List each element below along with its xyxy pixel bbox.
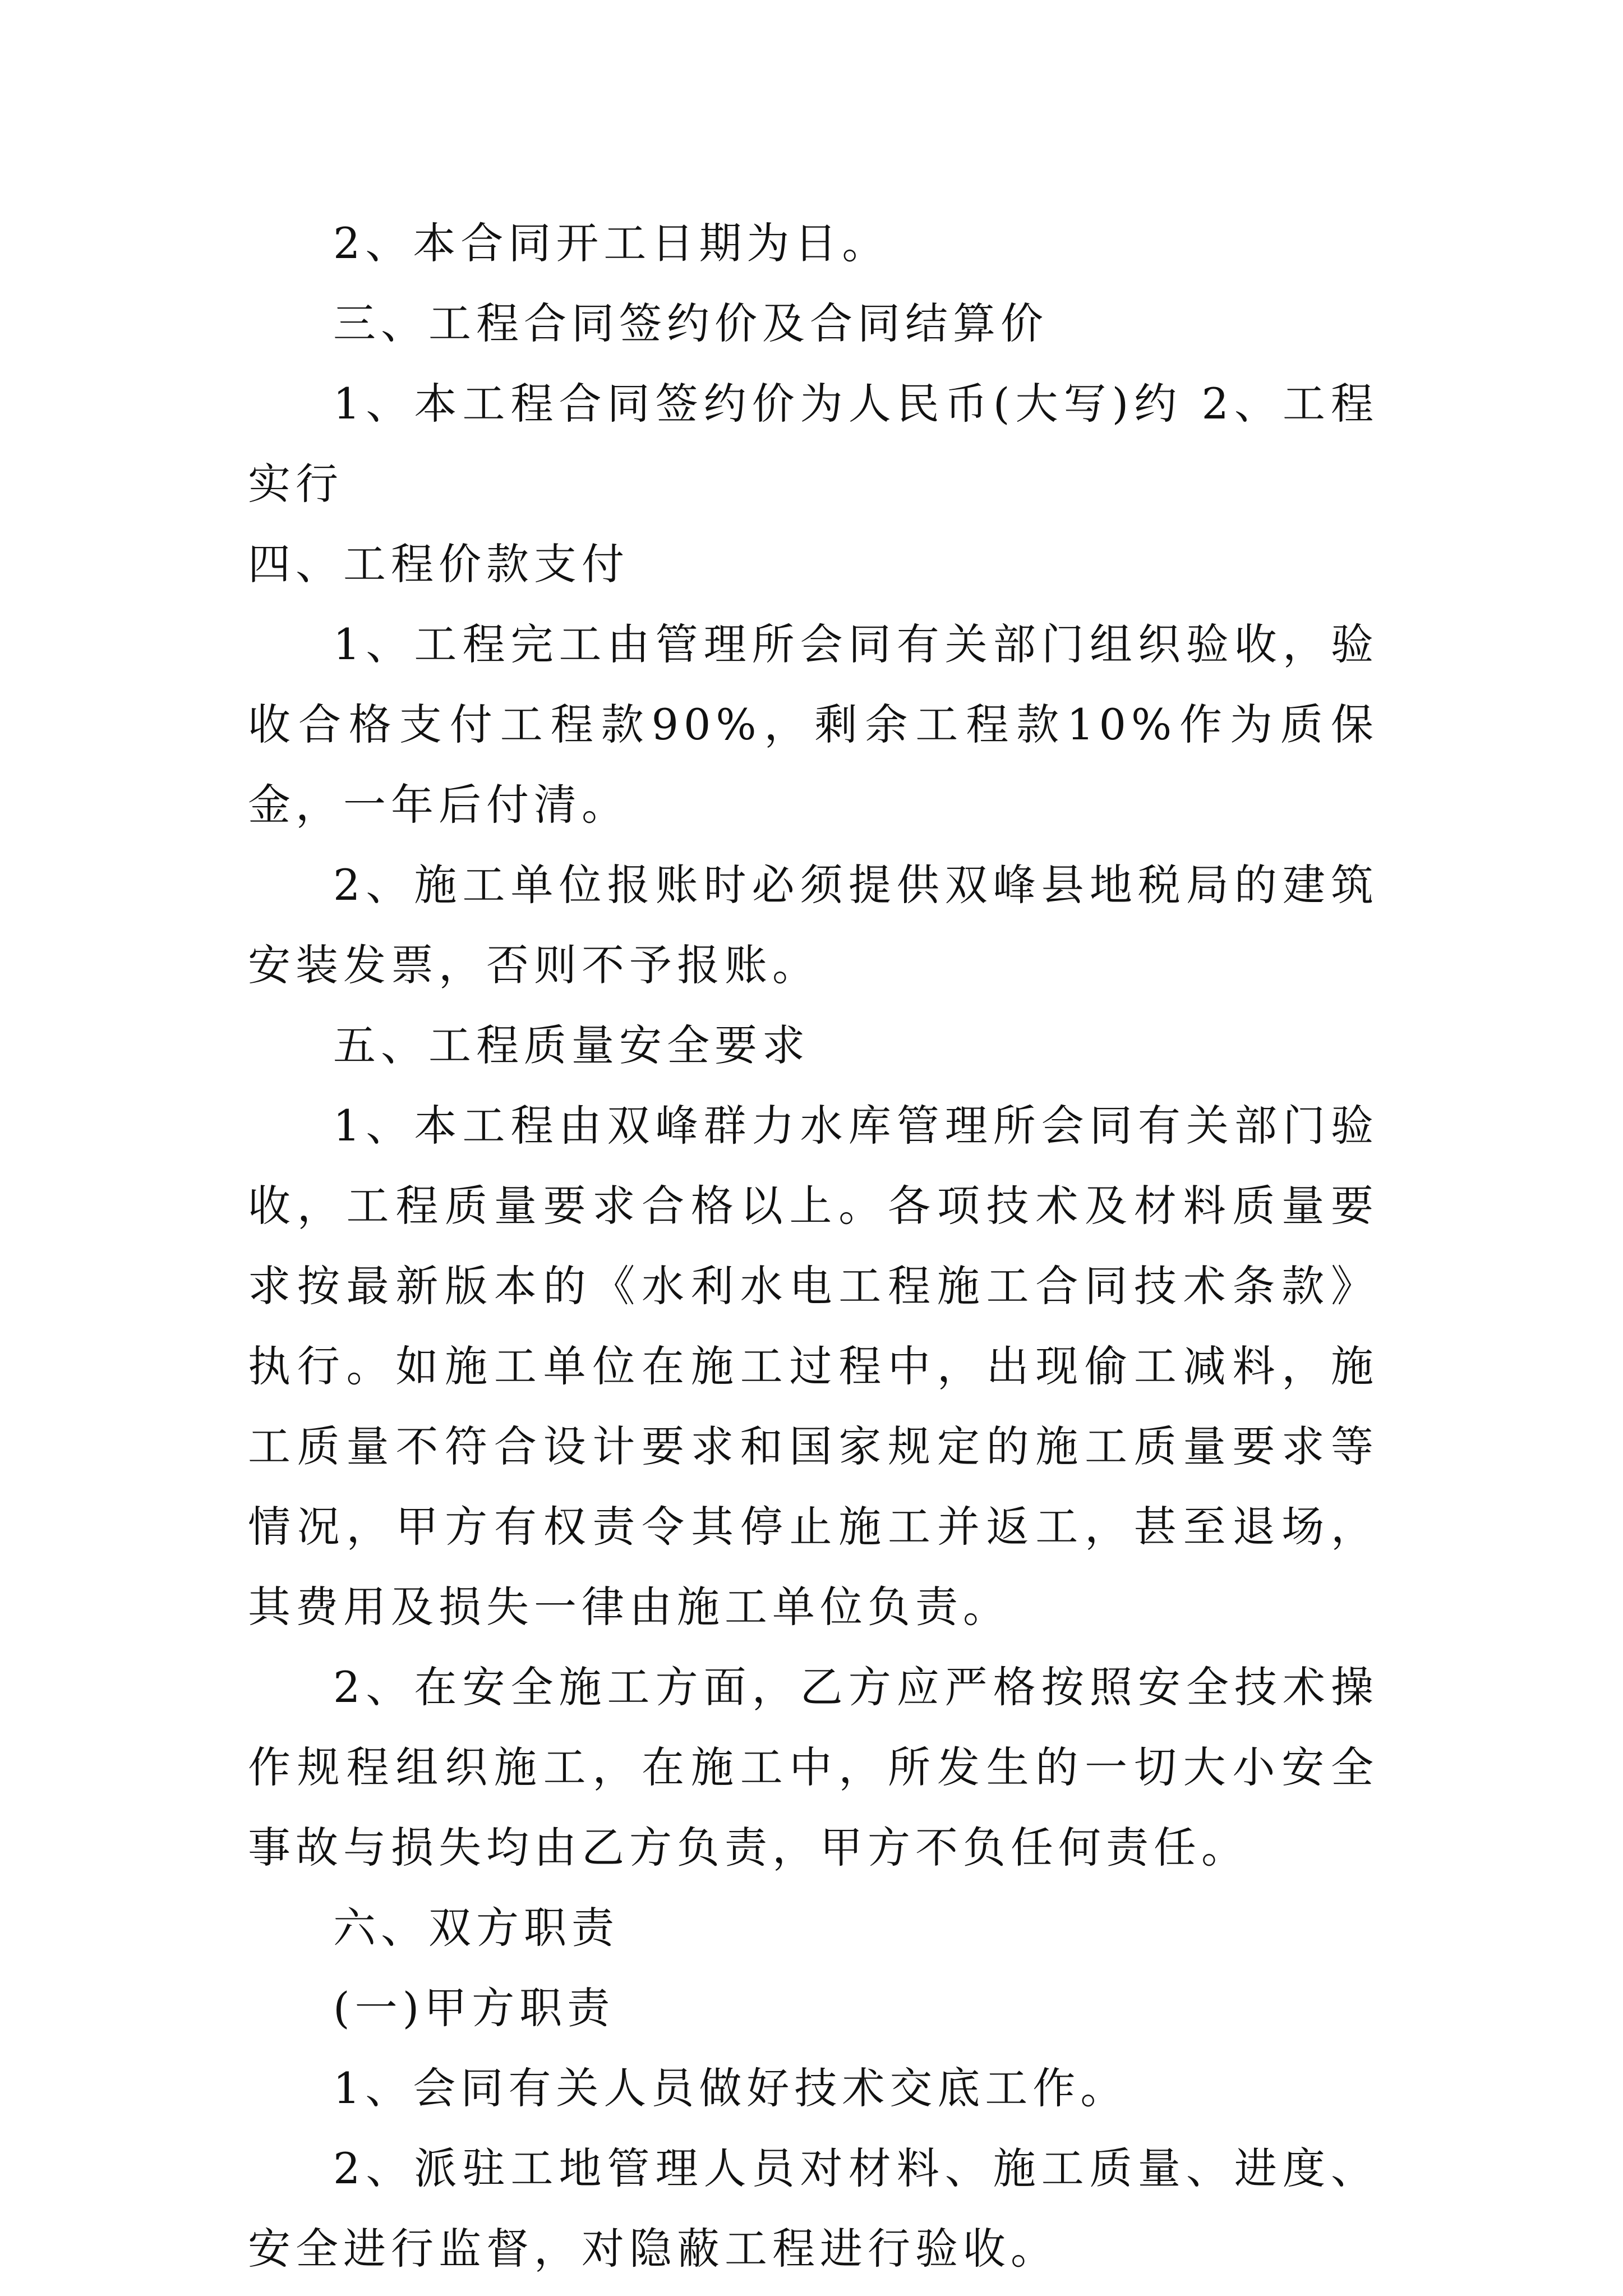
- paragraph-quality: 1、本工程由双峰群力水库管理所会同有关部门验收，工程质量要求合格以上。各项技术及材料质量要求按最新版本的《水利水电工程施工合同技术条款》执行。如施工单位在施工过程中，出现偷工减料，施工质量不符合设计要求和国家规定的施工质量要求等情况，甲方有权责令其停止施工并返工，甚至退场，其费用及损失一律由施工单位负责。: [248, 1101, 1378, 1632]
- heading-quality-safety: 五、工程质量安全要求: [333, 1020, 810, 1070]
- paragraph-start-date: 2、本合同开工日期为日。: [333, 218, 890, 268]
- heading-contract-price: 三、工程合同签约价及合同结算价: [333, 298, 1048, 348]
- paragraph-technical-briefing: 1、会同有关人员做好技术交底工作。: [333, 2063, 1128, 2113]
- paragraph-payment-acceptance: 1、工程完工由管理所会同有关部门组织验收，验收合格支付工程款90%，剩余工程款10%作为质保金，一年后付清。: [248, 619, 1378, 830]
- paragraph-safety: 2、在安全施工方面，乙方应严格按照安全技术操作规程组织施工，在施工中，所发生的一切大小安全事故与损失均由乙方负责，甲方不负任何责任。: [248, 1662, 1378, 1872]
- heading-payment: 四、工程价款支付: [248, 539, 629, 589]
- paragraph-payment-invoice: 2、施工单位报账时必须提供双峰县地税局的建筑安装发票，否则不予报账。: [248, 860, 1378, 990]
- heading-responsibilities: 六、双方职责: [333, 1903, 619, 1953]
- paragraph-signing-price: 1、本工程合同签约价为人民币(大写)约 2、工程实行: [248, 379, 1378, 509]
- paragraph-site-supervision: 2、派驻工地管理人员对材料、施工质量、进度、安全进行监督，对隐蔽工程进行验收。: [248, 2143, 1378, 2274]
- heading-party-a-duties: (一)甲方职责: [333, 1983, 615, 2033]
- document-body: [248, 203, 1378, 2289]
